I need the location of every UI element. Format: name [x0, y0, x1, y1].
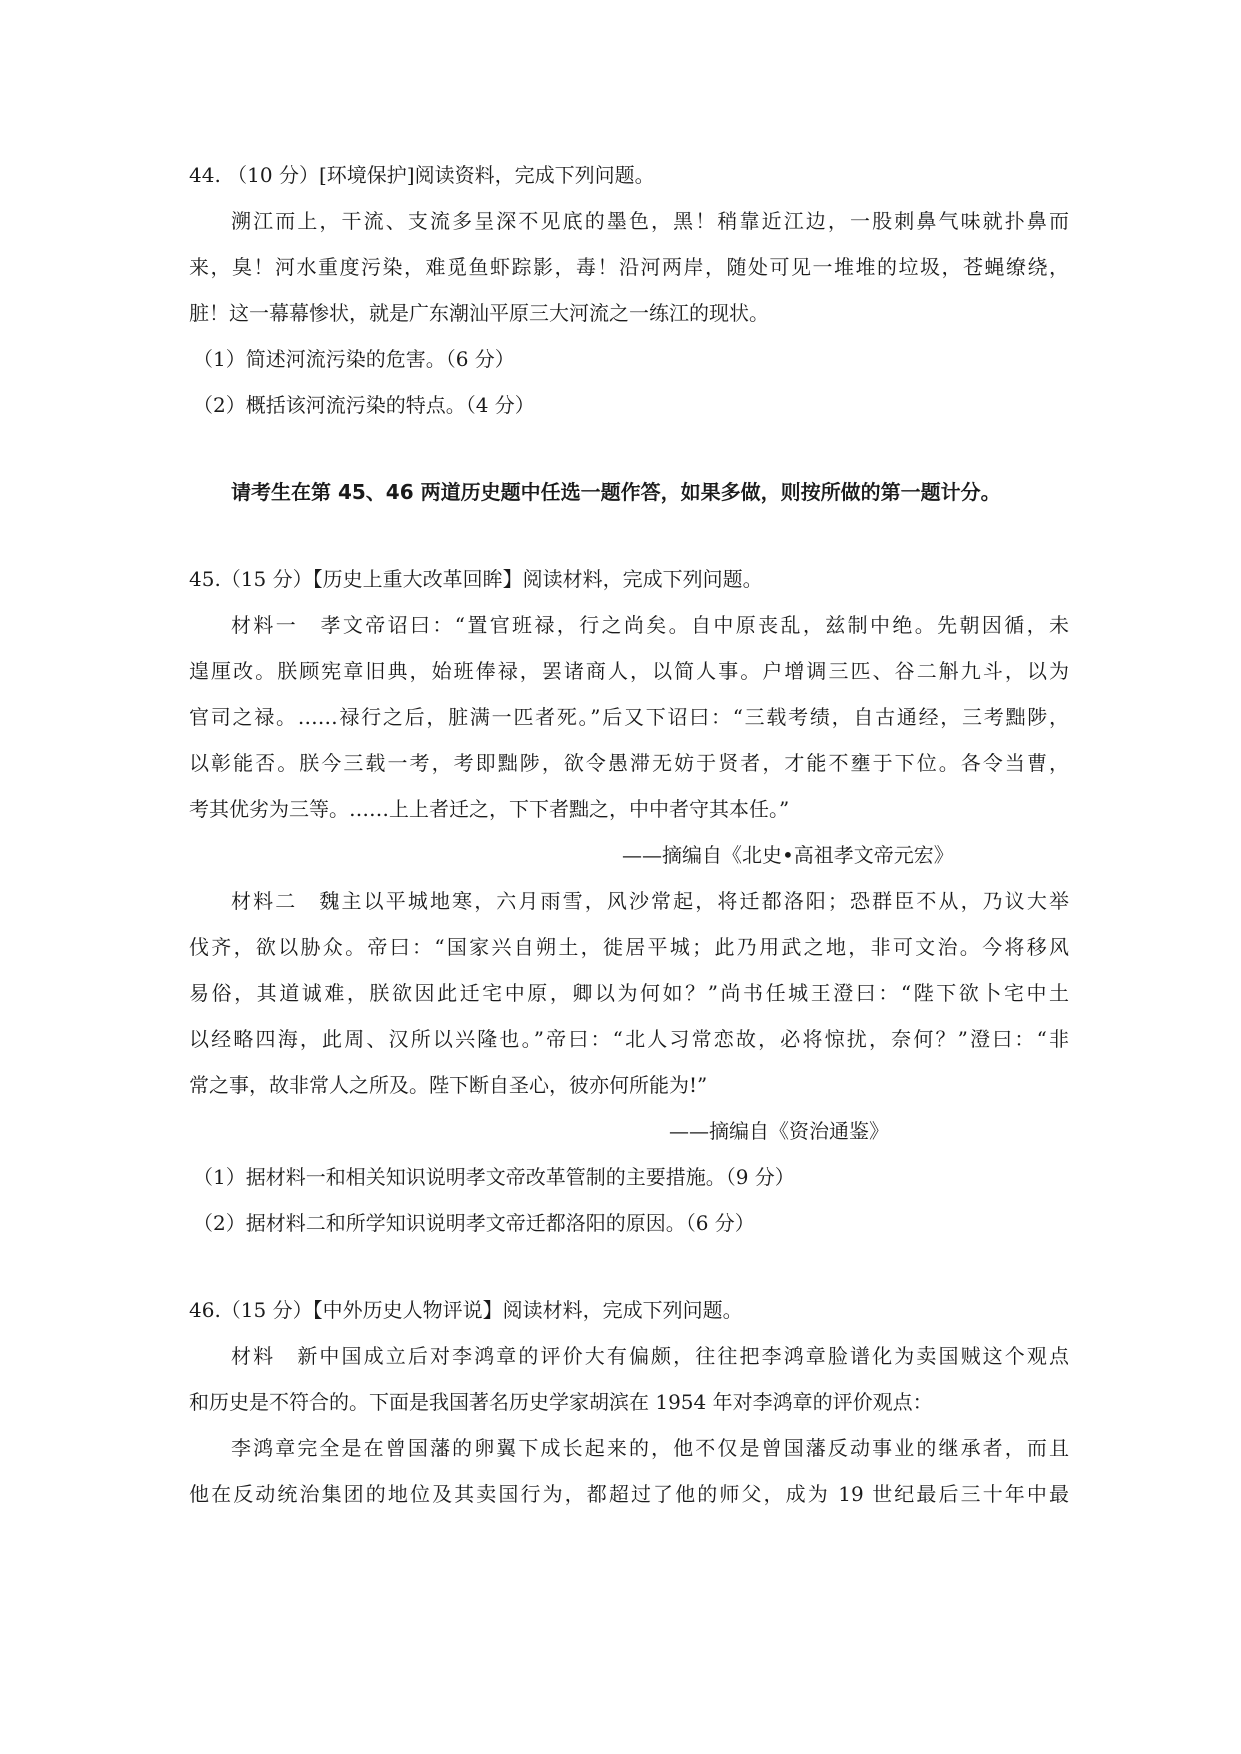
q45-material2-line-5: 常之事，故非常人之所及。陛下断自圣心，彼亦何所能为!” — [189, 1073, 708, 1097]
q45-material1-line-4: 以彰能否。朕今三载一考，考即黜陟，欲令愚滞无妨于贤者，才能不壅于下位。各令当曹， — [189, 751, 1069, 775]
choice-notice: 请考生在第 45、46 两道历史题中任选一题作答，如果多做，则按所做的第一题计分。 — [231, 480, 1001, 504]
q45-material1-line-1: 材料一 孝文帝诏曰：“置官班禄，行之尚矣。自中原丧乱，兹制中绝。先朝因循，未 — [231, 613, 1069, 637]
q44-para-line-3: 脏！这一幕幕惨状，就是广东潮汕平原三大河流之一练江的现状。 — [189, 301, 769, 325]
q45-material2-line-4: 以经略四海，此周、汉所以兴隆也。”帝曰：“北人习常恋故，必将惊扰，奈何？”澄曰：“非 — [189, 1027, 1069, 1051]
q44-question-2: （2）概括该河流污染的特点。（4 分） — [193, 393, 535, 417]
q45-header: 45.（15 分）【历史上重大改革回眸】阅读材料，完成下列问题。 — [189, 567, 763, 591]
q45-question-2: （2）据材料二和所学知识说明孝文帝迁都洛阳的原因。（6 分） — [193, 1211, 755, 1235]
q45-question-1: （1）据材料一和相关知识说明孝文帝改革管制的主要措施。（9 分） — [193, 1165, 795, 1189]
q45-source-1: ——摘编自《北史•高祖孝文帝元宏》 — [622, 843, 954, 867]
q45-material2-line-3: 易俗，其道诚难，朕欲因此迁宅中原，卿以为何如？”尚书任城王澄曰：“陛下欲卜宅中土 — [189, 981, 1069, 1005]
q44-para-line-2: 来，臭！河水重度污染，难觅鱼虾踪影，毒！沿河两岸，随处可见一堆堆的垃圾，苍蝇缭绕， — [189, 255, 1069, 279]
q44-question-1: （1）简述河流污染的危害。（6 分） — [193, 347, 515, 371]
q46-header: 46.（15 分）【中外历史人物评说】阅读材料，完成下列问题。 — [189, 1298, 743, 1322]
q44-header: 44. （10 分）[环境保护]阅读资料，完成下列问题。 — [189, 163, 655, 187]
q45-material1-line-3: 官司之禄。……禄行之后，脏满一匹者死。”后又下诏曰：“三载考绩，自古通经，三考黜陟， — [189, 705, 1069, 729]
q46-para2-line-1: 李鸿章完全是在曾国藩的卵翼下成长起来的，他不仅是曾国藩反动事业的继承者，而且 — [231, 1436, 1069, 1460]
q46-para2-line-2: 他在反动统治集团的地位及其卖国行为，都超过了他的师父，成为 19 世纪最后三十年中最 — [189, 1482, 1069, 1506]
q44-para-line-1: 溯江而上，干流、支流多呈深不见底的墨色，黑！稍靠近江边，一股刺鼻气味就扑鼻而 — [231, 209, 1069, 233]
q45-material2-line-2: 伐齐，欲以胁众。帝曰：“国家兴自朔土，徙居平城；此乃用武之地，非可文治。今将移风 — [189, 935, 1069, 959]
q45-source-2: ——摘编自《资治通鉴》 — [669, 1119, 889, 1143]
q46-para1-line-2: 和历史是不符合的。下面是我国著名历史学家胡滨在 1954 年对李鸿章的评价观点： — [189, 1390, 933, 1414]
q46-para1-line-1: 材料 新中国成立后对李鸿章的评价大有偏颇，往往把李鸿章脸谱化为卖国贼这个观点 — [231, 1344, 1069, 1368]
q45-material1-line-2: 遑厘改。朕顾宪章旧典，始班俸禄，罢诸商人，以简人事。户增调三匹、谷二斛九斗，以为 — [189, 659, 1069, 683]
q45-material2-line-1: 材料二 魏主以平城地寒，六月雨雪，风沙常起，将迁都洛阳；恐群臣不从，乃议大举 — [231, 889, 1069, 913]
q45-material1-line-5: 考其优劣为三等。……上上者迁之，下下者黜之，中中者守其本任。” — [189, 797, 790, 821]
